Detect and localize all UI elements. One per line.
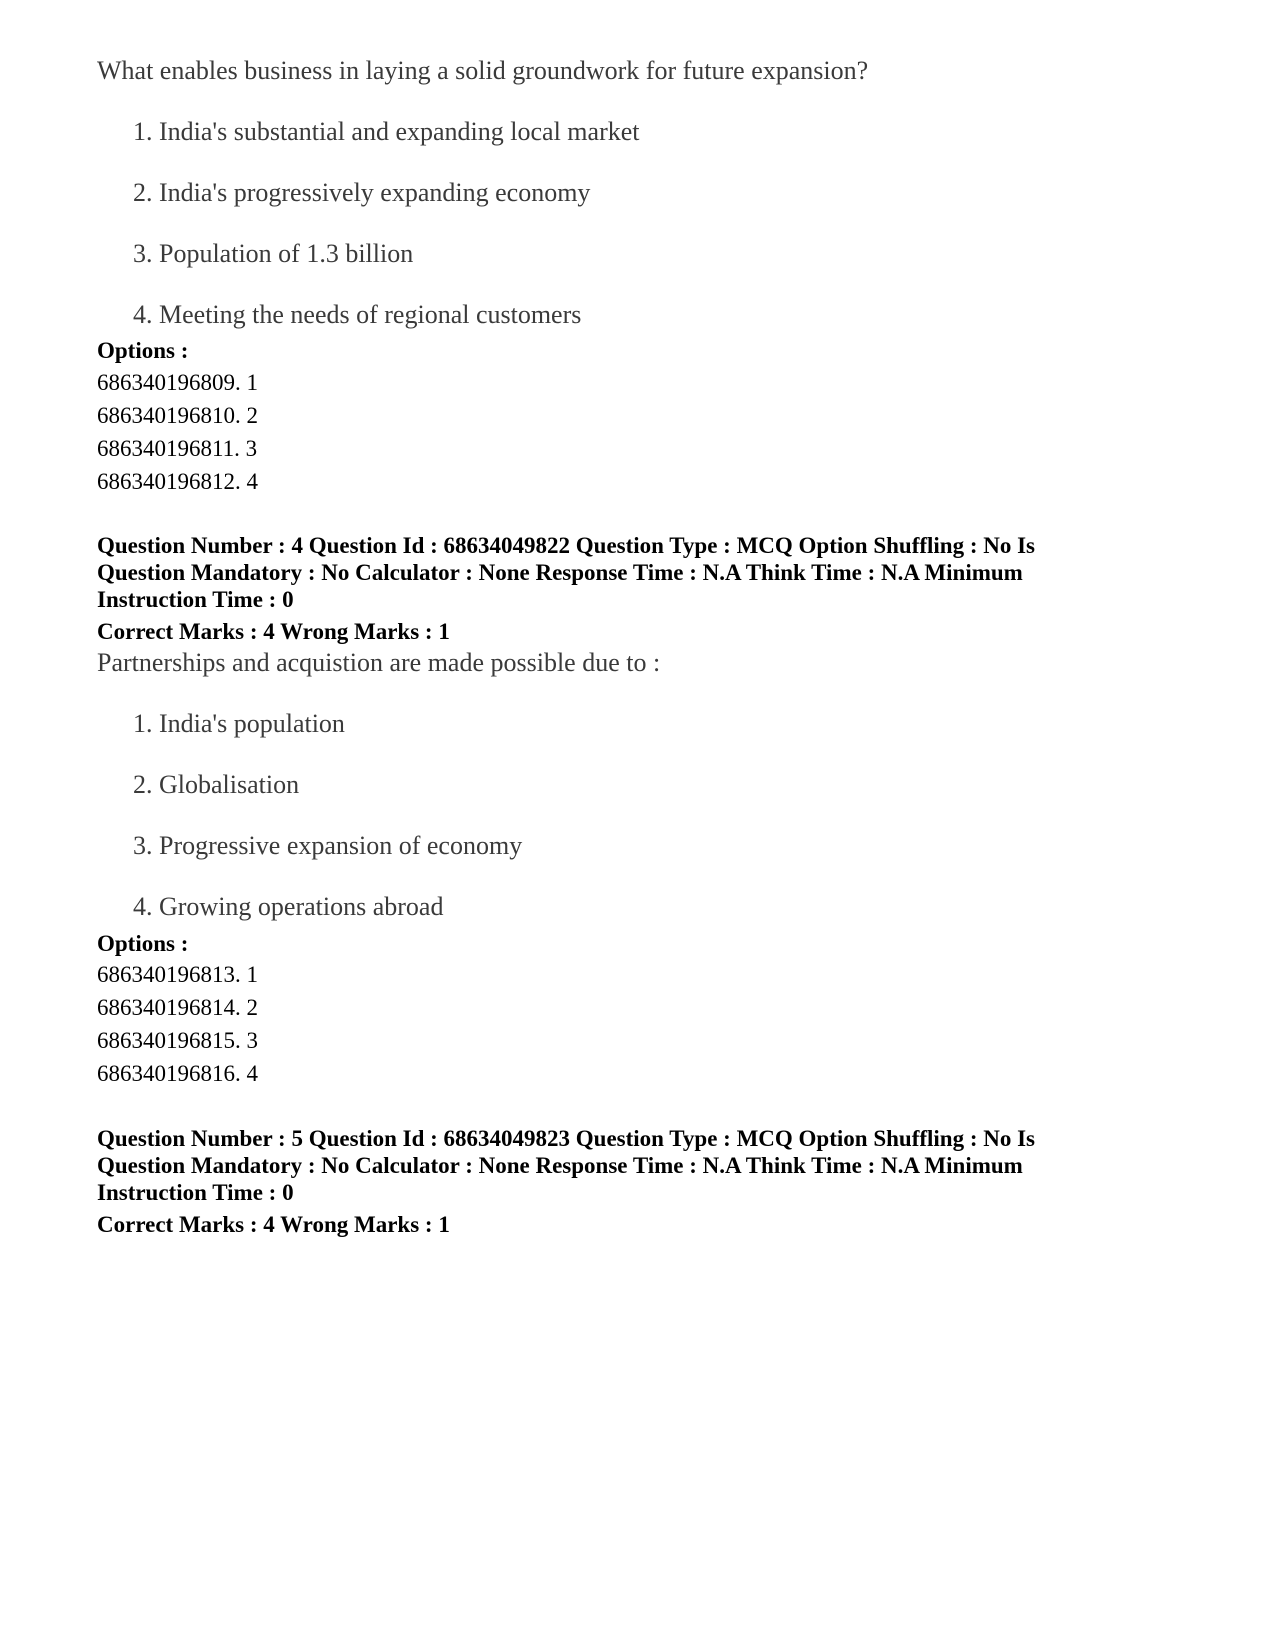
question-3-body bbox=[97, 56, 1097, 330]
question-3-stem: What enables business in laying a solid groundwork for future expansion? bbox=[97, 56, 869, 85]
option-item: 686340196810. 2 bbox=[97, 403, 258, 428]
meta-line: Question Mandatory : No Calculator : None Response Time : N.A Think Time : N.A Minimum bbox=[97, 1153, 1023, 1178]
option-item: 686340196811. 3 bbox=[97, 436, 258, 461]
question-4-statements bbox=[97, 709, 1097, 922]
statement-item: 3. Population of 1.3 billion bbox=[133, 239, 414, 268]
question-4-options-label: Options : bbox=[97, 931, 189, 956]
question-5-meta bbox=[97, 1125, 1177, 1206]
question-3-statements bbox=[97, 117, 1097, 330]
question-4-options bbox=[97, 958, 258, 1090]
option-item: 686340196816. 4 bbox=[97, 1061, 258, 1086]
meta-line: Instruction Time : 0 bbox=[97, 1180, 294, 1205]
question-3-options-label: Options : bbox=[97, 338, 189, 363]
option-item: 686340196815. 3 bbox=[97, 1028, 258, 1053]
question-4-stem: Partnerships and acquistion are made possible due to : bbox=[97, 648, 661, 677]
option-item: 686340196813. 1 bbox=[97, 962, 258, 987]
statement-item: 4. Growing operations abroad bbox=[133, 892, 444, 921]
statement-item: 2. India's progressively expanding economy bbox=[133, 178, 591, 207]
question-3-options bbox=[97, 366, 258, 498]
question-4-meta bbox=[97, 532, 1177, 613]
question-4-marks: Correct Marks : 4 Wrong Marks : 1 bbox=[97, 619, 450, 644]
option-item: 686340196814. 2 bbox=[97, 995, 258, 1020]
question-4-body bbox=[97, 648, 1097, 922]
meta-line: Question Mandatory : No Calculator : None Response Time : N.A Think Time : N.A Minimum bbox=[97, 560, 1023, 585]
statement-item: 2. Globalisation bbox=[133, 770, 300, 799]
statement-item: 3. Progressive expansion of economy bbox=[133, 831, 523, 860]
option-item: 686340196812. 4 bbox=[97, 469, 258, 494]
statement-item: 1. India's substantial and expanding local market bbox=[133, 117, 640, 146]
question-5-marks: Correct Marks : 4 Wrong Marks : 1 bbox=[97, 1212, 450, 1237]
meta-line: Instruction Time : 0 bbox=[97, 587, 294, 612]
option-item: 686340196809. 1 bbox=[97, 370, 258, 395]
statement-item: 4. Meeting the needs of regional customers bbox=[133, 300, 582, 329]
meta-line: Question Number : 4 Question Id : 68634049822 Question Type : MCQ Option Shuffling : No Is bbox=[97, 533, 1036, 558]
statement-item: 1. India's population bbox=[133, 709, 345, 738]
meta-line: Question Number : 5 Question Id : 68634049823 Question Type : MCQ Option Shuffling : No Is bbox=[97, 1126, 1036, 1151]
